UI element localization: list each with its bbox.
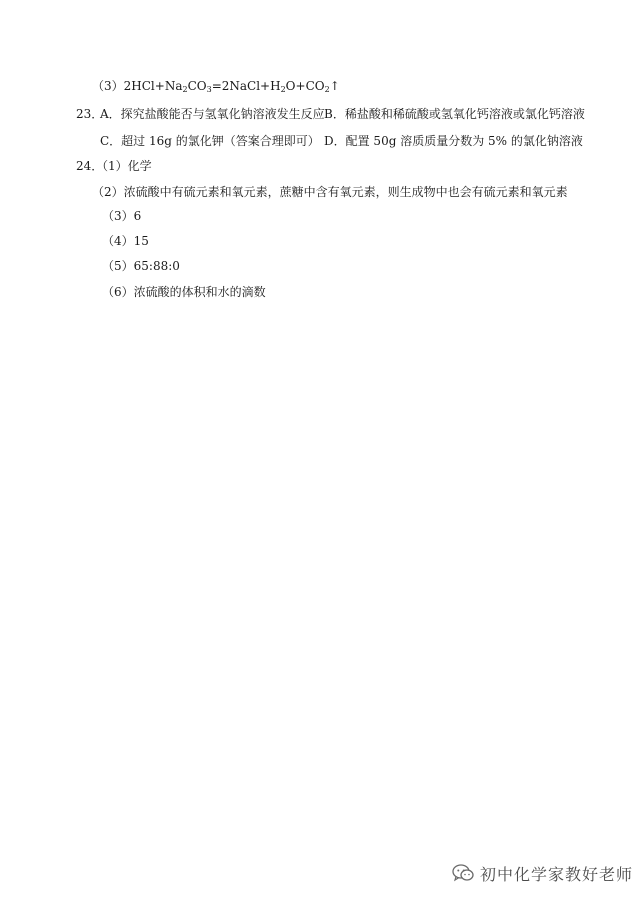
q24-part6: （6）浓硫酸的体积和水的滴数 — [102, 285, 266, 299]
q23-answer-c: C．超过 16g 的氯化钾（答案合理即可） — [100, 134, 320, 148]
q23-answer-d: D．配置 50g 溶质质量分数为 5% 的氯化钠溶液 — [324, 134, 583, 148]
wechat-icon — [452, 864, 474, 882]
q23-answer-b: B．稀盐酸和稀硫酸或氢氧化钙溶液或氯化钙溶液 — [324, 107, 585, 121]
q24-part1: （1）化学 — [96, 159, 152, 173]
q23-answer-a: A．探究盐酸能否与氢氧化钠溶液发生反应 — [100, 107, 325, 121]
q24-part4: （4）15 — [102, 234, 149, 248]
watermark-text: 初中化学家教好老师 — [480, 864, 634, 884]
q22-part3-prefix: （3） — [92, 79, 124, 93]
q22-part3 — [92, 78, 340, 94]
q24-number: 24． — [76, 159, 104, 173]
q24-part2: （2）浓硫酸中有硫元素和氧元素，蔗糖中含有氧元素，则生成物中也会有硫元素和氧元素 — [92, 185, 568, 199]
chemical-equation: $2HCl+Na_2CO_3=2NaCl+H_2O+CO_2↑$ — [123, 79, 340, 94]
q23-number: 23． — [76, 107, 104, 121]
q24-part3: （3）6 — [102, 209, 142, 223]
watermark — [452, 860, 633, 886]
q24-part5: （5）65:88:0 — [102, 259, 180, 273]
